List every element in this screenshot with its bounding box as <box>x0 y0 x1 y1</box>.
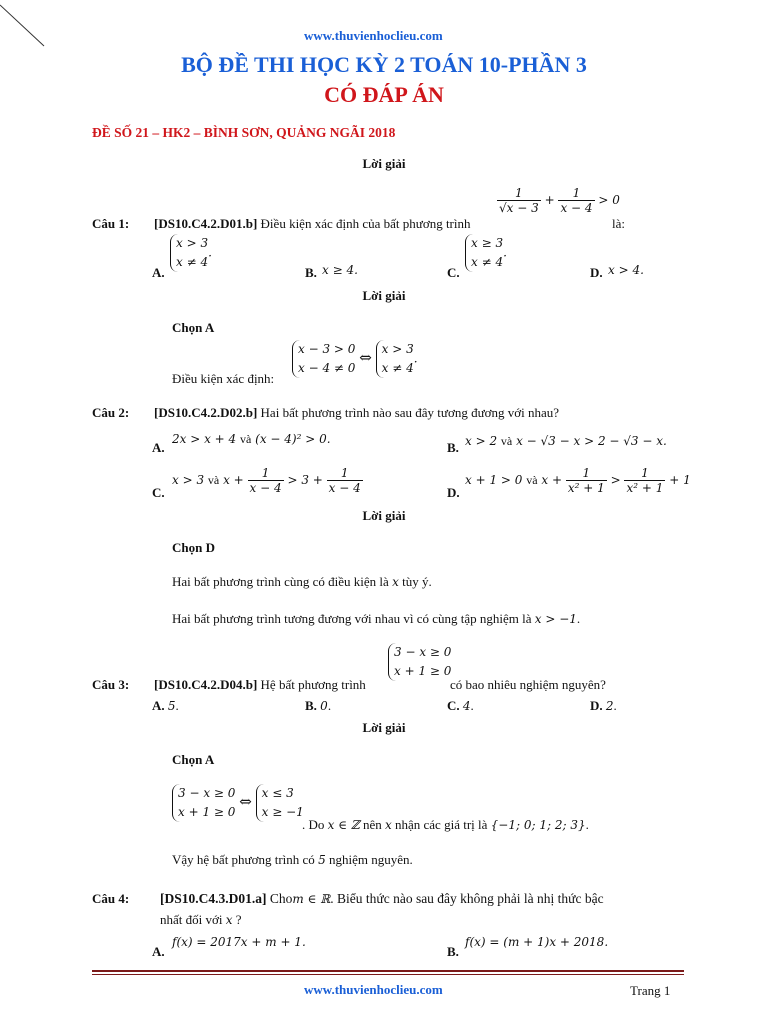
q2-solution-heading: Lời giải <box>362 508 406 523</box>
q1-sol-arrow: ⇔ <box>359 348 372 367</box>
q3-b-label: B. <box>305 698 317 713</box>
q1-d-text: x > 4 <box>608 263 641 277</box>
q3-sys-line1: 3 − x ≥ 0 <box>394 645 452 659</box>
q1-label: Câu 1: <box>92 216 130 231</box>
q2-d-frac1-num: 1 <box>582 466 591 480</box>
footer-rule-thin <box>92 974 684 975</box>
q3-d-text: 2 <box>605 699 614 713</box>
q3-sol-r1: x ≤ 3 <box>261 786 294 800</box>
q2-b-dot: . <box>663 434 667 448</box>
q1-a-dot: . <box>208 245 212 260</box>
q1-c-dot: . <box>503 245 507 260</box>
q1-sol-r2: x ≠ 4 <box>381 361 414 375</box>
q1-stem <box>154 216 471 232</box>
q1-option-d[interactable] <box>608 263 644 277</box>
q2-d-post: + 1 <box>669 473 691 487</box>
q3-sol-line1: 3 − x ≥ 0 <box>178 786 236 800</box>
q4-line2-b: ? <box>235 912 242 927</box>
q4-option-b-label[interactable]: B. <box>447 944 459 959</box>
q1-option-a[interactable] <box>170 234 212 272</box>
q3-c-label: C. <box>447 698 460 713</box>
q4-line2-x: x <box>225 913 233 927</box>
q3-sol-nen: nên <box>362 817 382 832</box>
q4-text-m: m ∈ ℝ <box>292 892 331 906</box>
q2-s2-dot: . <box>576 611 581 626</box>
q3-option-c[interactable] <box>447 698 474 714</box>
q1-option-b[interactable] <box>322 263 358 277</box>
q1-option-b-label[interactable]: B. <box>305 265 317 280</box>
q2-s2-a: Hai bất phương trình tương đương với nhau vì có cùng tập nghiệm là <box>172 611 532 626</box>
q2-s2-m: x > −1 <box>534 612 577 626</box>
q3-solution-heading: Lời giải <box>362 720 406 735</box>
q1-option-c-label[interactable]: C. <box>447 265 460 280</box>
q1-d-dot: . <box>640 263 644 277</box>
q4-label: Câu 4: <box>92 891 130 906</box>
q3-sol-r2: x ≥ −1 <box>261 805 304 819</box>
q1-solution-math <box>292 340 418 378</box>
q2-option-a[interactable] <box>172 432 331 447</box>
q4-option-a-label[interactable]: A. <box>152 944 165 959</box>
q4-option-a[interactable] <box>172 935 306 949</box>
q1-frac2-den: x − 4 <box>560 201 593 215</box>
q2-b-va: và <box>500 434 513 448</box>
q3-concl-a: Vậy hệ bất phương trình có <box>172 852 315 867</box>
q2-d-va: và <box>526 473 538 487</box>
q3-sol-arrow: ⇔ <box>239 792 252 811</box>
q1-sol-dot: . <box>413 351 418 366</box>
q3-sys-line2: x + 1 ≥ 0 <box>394 664 452 678</box>
q3-stem <box>154 677 366 693</box>
section-heading: ĐỀ SỐ 21 – HK2 – BÌNH SƠN, QUẢNG NGÃI 2018 <box>92 125 396 140</box>
q4-b-text: f(x) = (m + 1)x + 2018 <box>465 935 605 949</box>
q2-answer: Chọn D <box>172 540 215 555</box>
q2-c-frac1-den: x − 4 <box>249 481 282 495</box>
q3-code: [DS10.C4.2.D04.b] <box>154 677 258 692</box>
q3-option-b[interactable] <box>305 698 331 714</box>
q2-option-b[interactable] <box>465 434 667 449</box>
q4-text-b: . Biểu thức nào sau đây không phải là nhị thức bậc <box>330 891 604 906</box>
q2-option-d[interactable] <box>465 466 691 495</box>
q3-b-dot: . <box>327 698 332 713</box>
q3-c-text: 4 <box>462 699 471 713</box>
q1-a-line2: x ≠ 4 <box>176 255 209 269</box>
q2-text: Hai bất phương trình nào sau đây tương đương với nhau? <box>260 405 560 420</box>
q2-d-frac2-den: x² + 1 <box>626 481 664 495</box>
q1-sol-line2: x − 4 ≠ 0 <box>298 361 356 375</box>
q2-solution-line1 <box>172 574 432 590</box>
q2-label: Câu 2: <box>92 405 130 420</box>
q1-inequality <box>497 186 620 215</box>
q3-d-dot: . <box>613 698 617 713</box>
q2-option-a-label[interactable]: A. <box>152 440 165 455</box>
q3-answer: Chọn A <box>172 752 215 767</box>
q1-c-line1: x ≥ 3 <box>471 236 504 250</box>
q1-sol-r1: x > 3 <box>381 342 414 356</box>
q2-stem <box>154 405 559 421</box>
q2-c-va: và <box>207 473 220 487</box>
page-number: Trang 1 <box>630 983 671 998</box>
q1-a-line1: x > 3 <box>176 236 209 250</box>
header-site-link[interactable]: www.thuvienhoclieu.com <box>304 28 443 43</box>
q3-conclusion <box>172 852 413 868</box>
q3-text: Hệ bất phương trình <box>260 677 366 692</box>
q3-option-d[interactable] <box>590 698 617 714</box>
q3-sol-x: x <box>384 818 392 832</box>
q3-option-a[interactable] <box>152 698 179 714</box>
page-title: BỘ ĐỀ THI HỌC KỲ 2 TOÁN 10-PHẦN 3 <box>181 52 587 77</box>
q1-solution-heading: Lời giải <box>362 288 406 303</box>
q2-d-e1: x + 1 > 0 <box>465 473 523 487</box>
q1-plus: + <box>544 193 555 207</box>
q3-sol-line2: x + 1 ≥ 0 <box>178 805 236 819</box>
q2-c-pre: x + <box>223 473 244 487</box>
q2-c-mid: > 3 + <box>287 473 323 487</box>
q1-sol-line1: x − 3 > 0 <box>298 342 356 356</box>
q1-b-text: x ≥ 4 <box>322 263 355 277</box>
q4-a-dot: . <box>301 935 306 949</box>
q3-c-dot: . <box>470 698 474 713</box>
q2-b-e2: x − √3 − x > 2 − √3 − x <box>516 434 663 448</box>
q3-d-label: D. <box>590 698 603 713</box>
q3-tail: có bao nhiêu nghiệm nguyên? <box>450 677 606 692</box>
q2-solution-line2 <box>172 611 580 627</box>
q2-c-frac2-num: 1 <box>340 466 349 480</box>
q2-s1-x: x <box>392 575 399 589</box>
q2-s1-b: tùy ý. <box>402 574 432 589</box>
q2-c-e1: x > 3 <box>172 473 205 487</box>
q2-option-c[interactable] <box>172 466 363 495</box>
q2-a-va: và <box>240 432 252 446</box>
q2-c-frac1-num: 1 <box>261 466 270 480</box>
q1-frac1-num: 1 <box>515 186 523 200</box>
page-subtitle: CÓ ĐÁP ÁN <box>324 82 444 107</box>
corner-fold-line <box>0 0 50 50</box>
q1-frac1-den: √x − 3 <box>499 201 539 215</box>
q3-sol-dot: . <box>585 817 589 832</box>
q2-a-e1: 2x > x + 4 <box>172 432 237 446</box>
q1-option-c[interactable] <box>465 234 507 272</box>
q3-sol-xz: x ∈ ℤ <box>327 818 360 832</box>
solution-heading: Lời giải <box>362 156 406 171</box>
q4-option-b[interactable] <box>465 935 608 949</box>
q3-sol-set: {−1; 0; 1; 2; 3} <box>490 818 586 832</box>
q3-a-text: 5 <box>167 699 176 713</box>
q4-stem <box>160 891 604 907</box>
q3-sol-nhan: nhận các giá trị là <box>395 817 488 832</box>
q1-text: Điều kiện xác định của bất phương trình <box>260 216 471 231</box>
q1-c-line2: x ≠ 4 <box>471 255 504 269</box>
q3-system <box>388 643 451 681</box>
q4-stem-line2 <box>160 912 242 928</box>
q3-label: Câu 3: <box>92 677 130 692</box>
q2-option-b-label[interactable]: B. <box>447 440 459 455</box>
q3-a-label: A. <box>152 698 165 713</box>
q4-text-a: Cho <box>269 891 293 906</box>
q3-b-text: 0 <box>320 699 328 713</box>
q3-solution-math <box>172 784 304 822</box>
footer-site-link[interactable]: www.thuvienhoclieu.com <box>304 982 443 997</box>
q1-code: [DS10.C4.2.D01.b] <box>154 216 258 231</box>
q1-solution-text: Điều kiện xác định: <box>172 371 275 386</box>
q4-code: [DS10.C4.3.D01.a] <box>160 891 267 906</box>
q2-option-d-label[interactable]: D. <box>447 485 460 500</box>
q2-option-c-label[interactable]: C. <box>152 485 165 500</box>
q1-answer: Chọn A <box>172 320 215 335</box>
q3-a-dot: . <box>175 698 179 713</box>
q2-d-mid: > <box>610 473 621 487</box>
q2-d-frac1-den: x² + 1 <box>567 481 605 495</box>
footer-rule-thick <box>92 970 684 972</box>
q2-a-e2: (x − 4)² > 0 <box>255 432 327 446</box>
q1-tail: là: <box>612 216 625 231</box>
q1-option-d-label[interactable]: D. <box>590 265 603 280</box>
q1-frac2-num: 1 <box>572 186 581 200</box>
q2-code: [DS10.C4.2.D02.b] <box>154 405 258 420</box>
q1-rhs: > 0 <box>598 193 620 207</box>
q2-c-frac2-den: x − 4 <box>328 481 361 495</box>
q2-d-pre: x + <box>541 473 563 487</box>
q1-option-a-label[interactable]: A. <box>152 265 165 280</box>
q3-concl-b: nghiệm nguyên. <box>328 852 413 867</box>
q2-s1-a: Hai bất phương trình cùng có điều kiện là <box>172 574 389 589</box>
q4-line2-a: nhất đối với <box>160 912 223 927</box>
q4-a-text: f(x) = 2017x + m + 1 <box>172 935 302 949</box>
q2-a-dot: . <box>326 432 331 446</box>
q4-b-dot: . <box>604 935 609 949</box>
q1-b-dot: . <box>354 263 358 277</box>
q2-b-e1: x > 2 <box>465 434 498 448</box>
q3-concl-n: 5 <box>318 853 326 867</box>
q2-d-frac2-num: 1 <box>641 466 649 480</box>
q3-solution-text <box>302 817 589 833</box>
q3-sol-do: . Do <box>302 817 325 832</box>
